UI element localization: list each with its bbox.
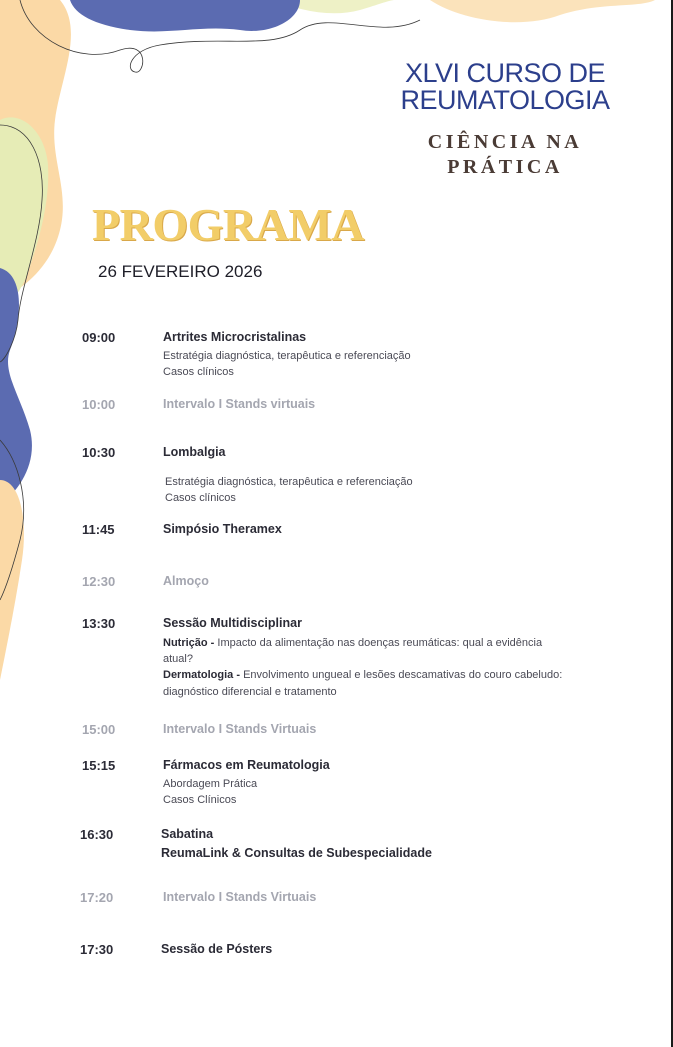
schedule-detail: atual?	[163, 653, 193, 665]
left-blue-shape	[0, 268, 32, 505]
schedule-detail: Casos Clínicos	[163, 794, 237, 806]
schedule-detail	[163, 636, 542, 651]
schedule-title: Intervalo I Stands virtuais	[163, 397, 316, 411]
schedule-time: 15:00	[82, 722, 116, 737]
schedule-detail	[163, 668, 562, 683]
topic-separator: -	[207, 637, 218, 649]
program-heading: PROGRAMA	[92, 199, 364, 250]
schedule-title: Intervalo I Stands Virtuais	[163, 722, 317, 736]
schedule-detail: Estratégia diagnóstica, terapêutica e referenciação	[165, 476, 413, 488]
left-bottom-peach-shape	[0, 480, 24, 680]
top-blue-shape	[70, 0, 300, 31]
schedule-title: Intervalo I Stands Virtuais	[163, 890, 317, 904]
schedule-detail: Abordagem Prática	[163, 778, 258, 790]
schedule-title: Sessão Multidisciplinar	[163, 616, 302, 630]
schedule-time: 12:30	[82, 574, 116, 589]
schedule-time: 13:30	[82, 616, 116, 631]
schedule-time: 17:30	[80, 942, 114, 957]
schedule-time: 15:15	[82, 758, 116, 773]
schedule-detail: Estratégia diagnóstica, terapêutica e referenciação	[163, 350, 411, 362]
schedule-title: Simpósio Theramex	[163, 522, 282, 536]
schedule-title: Lombalgia	[163, 445, 226, 459]
program-date: 26 FEVEREIRO 2026	[98, 262, 263, 281]
schedule-time: 11:45	[82, 522, 115, 537]
schedule-time: 09:00	[82, 330, 116, 345]
course-title: XLVI CURSO DE REUMATOLOGIA	[400, 58, 610, 115]
schedule-time: 10:30	[82, 445, 116, 460]
schedule-time: 17:20	[80, 890, 114, 905]
top-peach-shape	[430, 0, 655, 22]
schedule-title: Fármacos em Reumatologia	[163, 758, 330, 772]
topic-text: Impacto da alimentação nas doenças reumáticas: qual a evidência	[217, 637, 543, 649]
schedule-time: 10:00	[82, 397, 116, 412]
schedule-detail: Casos clínicos	[163, 366, 234, 378]
topic-label: Nutrição	[163, 637, 208, 649]
topic-text: Envolvimento ungueal e lesões descamativas do couro cabeludo:	[243, 669, 563, 681]
schedule-title: Sessão de Pósters	[161, 942, 273, 956]
schedule-detail: Casos clínicos	[165, 492, 236, 504]
schedule-title: Almoço	[163, 574, 209, 588]
topic-separator: -	[233, 669, 244, 681]
schedule-time: 16:30	[80, 827, 114, 842]
schedule-title: Artrites Microcristalinas	[163, 330, 307, 344]
schedule-detail: diagnóstico diferencial e tratamento	[163, 686, 337, 698]
schedule-title: Sabatina	[161, 827, 214, 841]
course-subtitle: CIÊNCIA NA PRÁTICA	[427, 131, 583, 178]
topic-label: Dermatologia	[163, 669, 234, 681]
schedule-title-secondary: ReumaLink & Consultas de Subespecialidade	[161, 846, 432, 860]
